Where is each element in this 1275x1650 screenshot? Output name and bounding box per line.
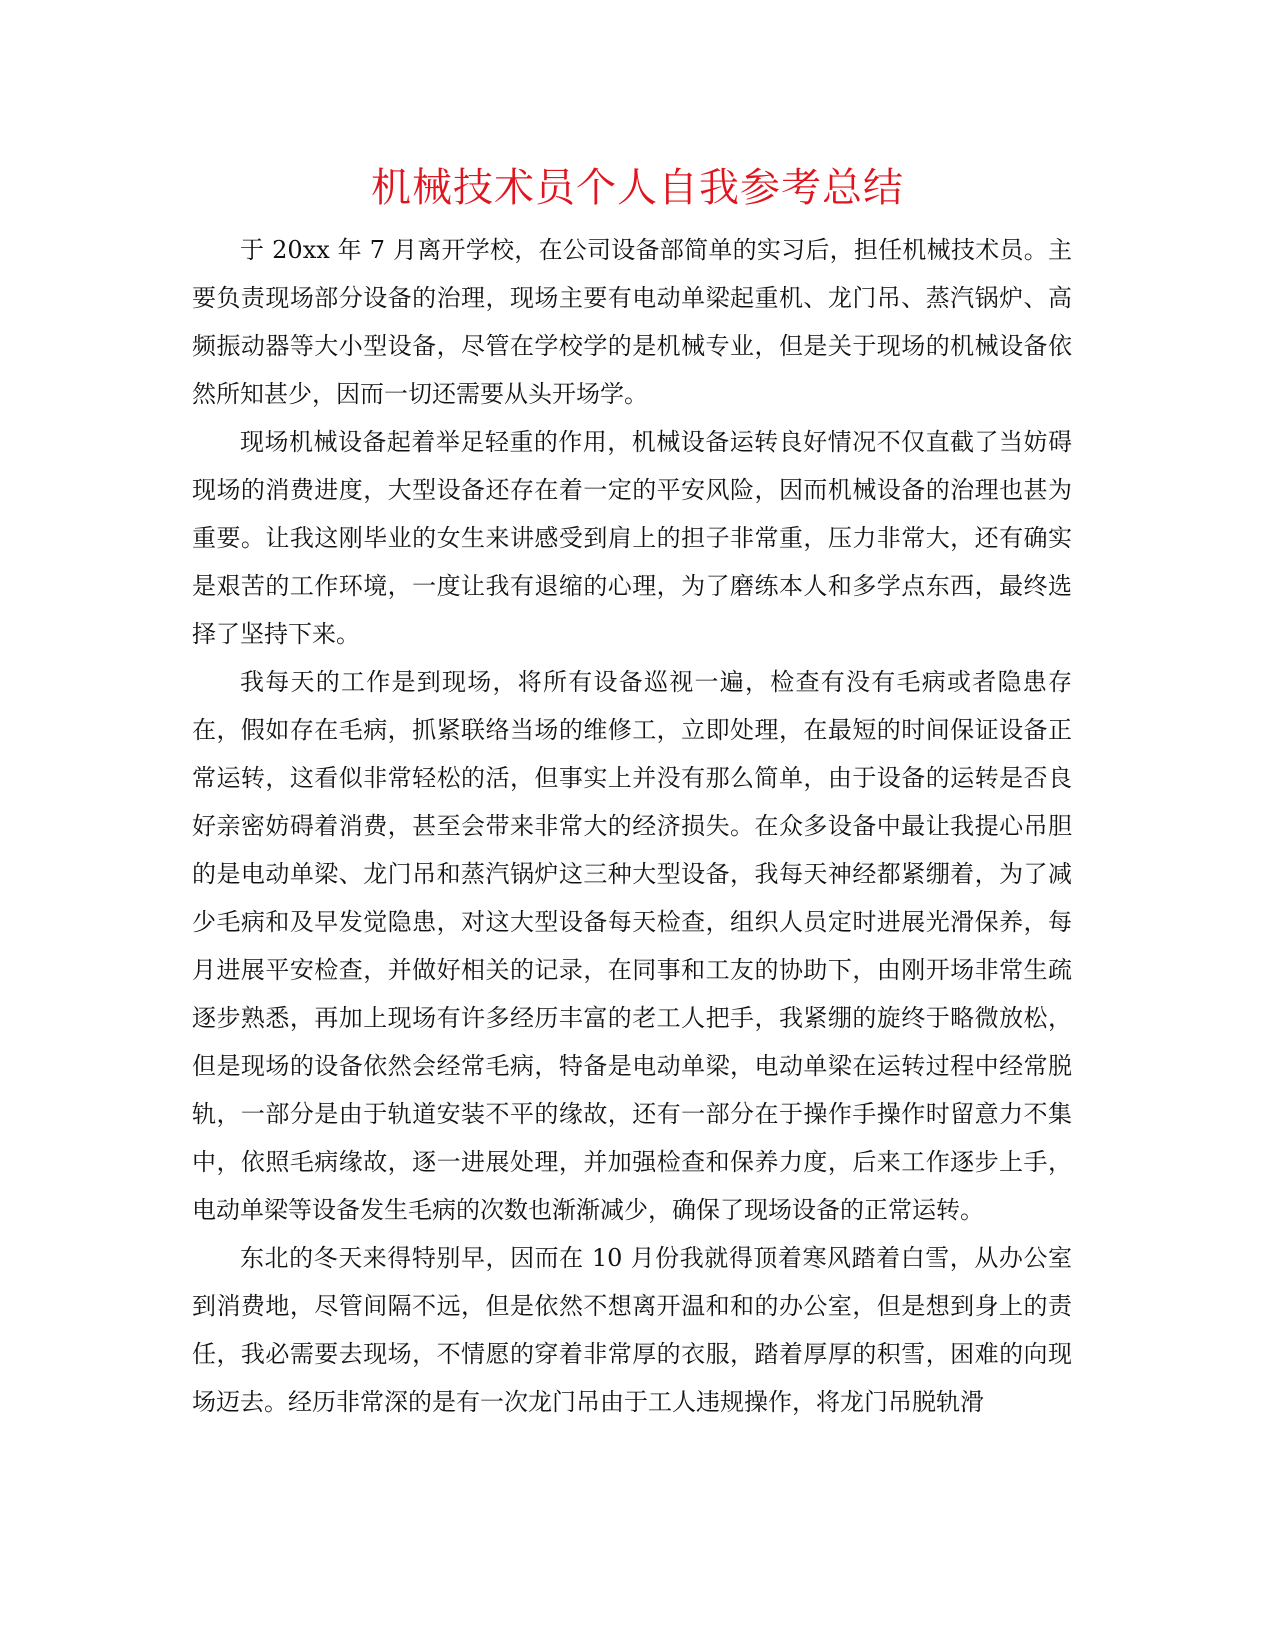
paragraph-3: 我每天的工作是到现场，将所有设备巡视一遍，检查有没有毛病或者隐患存在，假如存在毛病，抓紧联络当场的维修工，立即处理，在最短的时间保证设备正常运转，这看似非常轻松的活，但事实上并没有那么简单，由于设备的运转是否良好亲密妨碍着消费，甚至会带来非常大的经济损失。在众多设备中最让我提心吊胆的是电动单梁、龙门吊和蒸汽锅炉这三种大型设备，我每天神经都紧绷着，为了减少毛病和及早发觉隐患，对这大型设备每天检查，组织人员定时进展光滑保养，每月进展平安检查，并做好相关的记录，在同事和工友的协助下，由刚开场非常生疏逐步熟悉，再加上现场有许多经历丰富的老工人把手，我紧绷的旋终于略微放松，但是现场的设备依然会经常毛病，特备是电动单梁，电动单梁在运转过程中经常脱轨，一部分是由于轨道安装不平的缘故，还有一部分在于操作手操作时留意力不集中，依照毛病缘故，逐一进展处理，并加强检查和保养力度，后来工作逐步上手，电动单梁等设备发生毛病的次数也渐渐减少，确保了现场设备的正常运转。 (192, 668, 1072, 1224)
paragraph-4: 东北的冬天来得特别早，因而在 10 月份我就得顶着寒风踏着白雪，从办公室到消费地，尽管间隔不远，但是依然不想离开温和和的办公室，但是想到身上的责任，我必需要去现场，不情愿的穿着非常厚的衣服，踏着厚厚的积雪，困难的向现场迈去。经历非常深的是有一次龙门吊由于工人违规操作，将龙门吊脱轨滑 (192, 1244, 1072, 1416)
document-body (192, 226, 1072, 1426)
document-title: 机械技术员个人自我参考总结 (371, 165, 904, 211)
paragraph-1: 于 20xx 年 7 月离开学校，在公司设备部简单的实习后，担任机械技术员。主要负责现场部分设备的治理，现场主要有电动单梁起重机、龙门吊、蒸汽锅炉、高频振动器等大小型设备，尽管在学校学的是机械专业，但是关于现场的机械设备依然所知甚少，因而一切还需要从头开场学。 (192, 236, 1072, 408)
paragraph-2: 现场机械设备起着举足轻重的作用，机械设备运转良好情况不仅直截了当妨碍现场的消费进度，大型设备还存在着一定的平安风险，因而机械设备的治理也甚为重要。让我这刚毕业的女生来讲感受到肩上的担子非常重，压力非常大，还有确实是艰苦的工作环境，一度让我有退缩的心理，为了磨练本人和多学点东西，最终选择了坚持下来。 (192, 428, 1072, 648)
